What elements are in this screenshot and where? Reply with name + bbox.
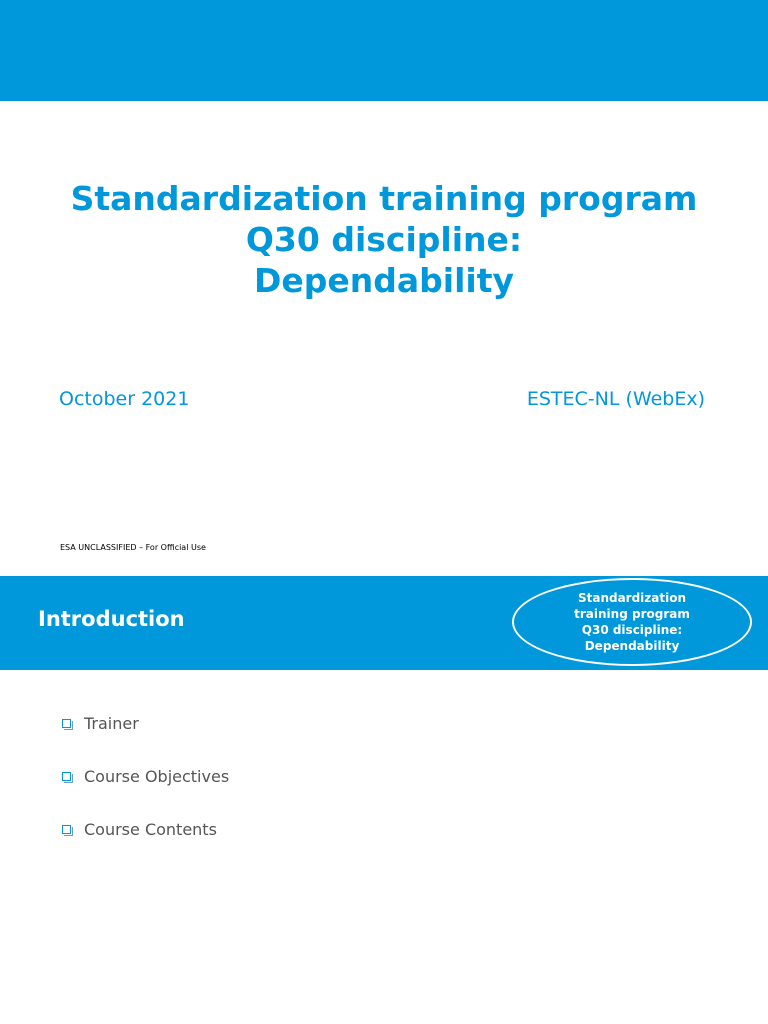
oval-text-line: Q30 discipline: [581,623,683,637]
title-line: Standardization training program [70,179,698,218]
bullet-list [62,710,229,869]
header-band [0,0,768,101]
list-item [62,816,229,843]
checkbox-icon [62,825,71,834]
list-item [62,763,229,790]
location-text: ESTEC-NL (WebEx) [526,388,705,410]
oval-text-line: training program [574,607,690,621]
bullet-label: Trainer [84,713,139,733]
checkbox-icon [62,719,71,728]
slide-title [0,178,768,301]
oval-text-line: Standardization [577,591,687,605]
section-title: Introduction [38,607,185,631]
oval-text-line: Dependability [584,639,680,653]
introduction-slide [0,576,768,1024]
title-line: Dependability [253,261,514,300]
bullet-label: Course Objectives [84,766,230,786]
list-item [62,710,229,737]
course-title-oval [512,578,752,666]
checkbox-icon [62,772,71,781]
title-line: Q30 discipline: [245,220,523,259]
bullet-label: Course Contents [84,819,217,839]
date-text: October 2021 [59,388,190,410]
header-band [0,576,768,670]
classification-label: ESA UNCLASSIFIED – For Official Use [60,543,206,552]
